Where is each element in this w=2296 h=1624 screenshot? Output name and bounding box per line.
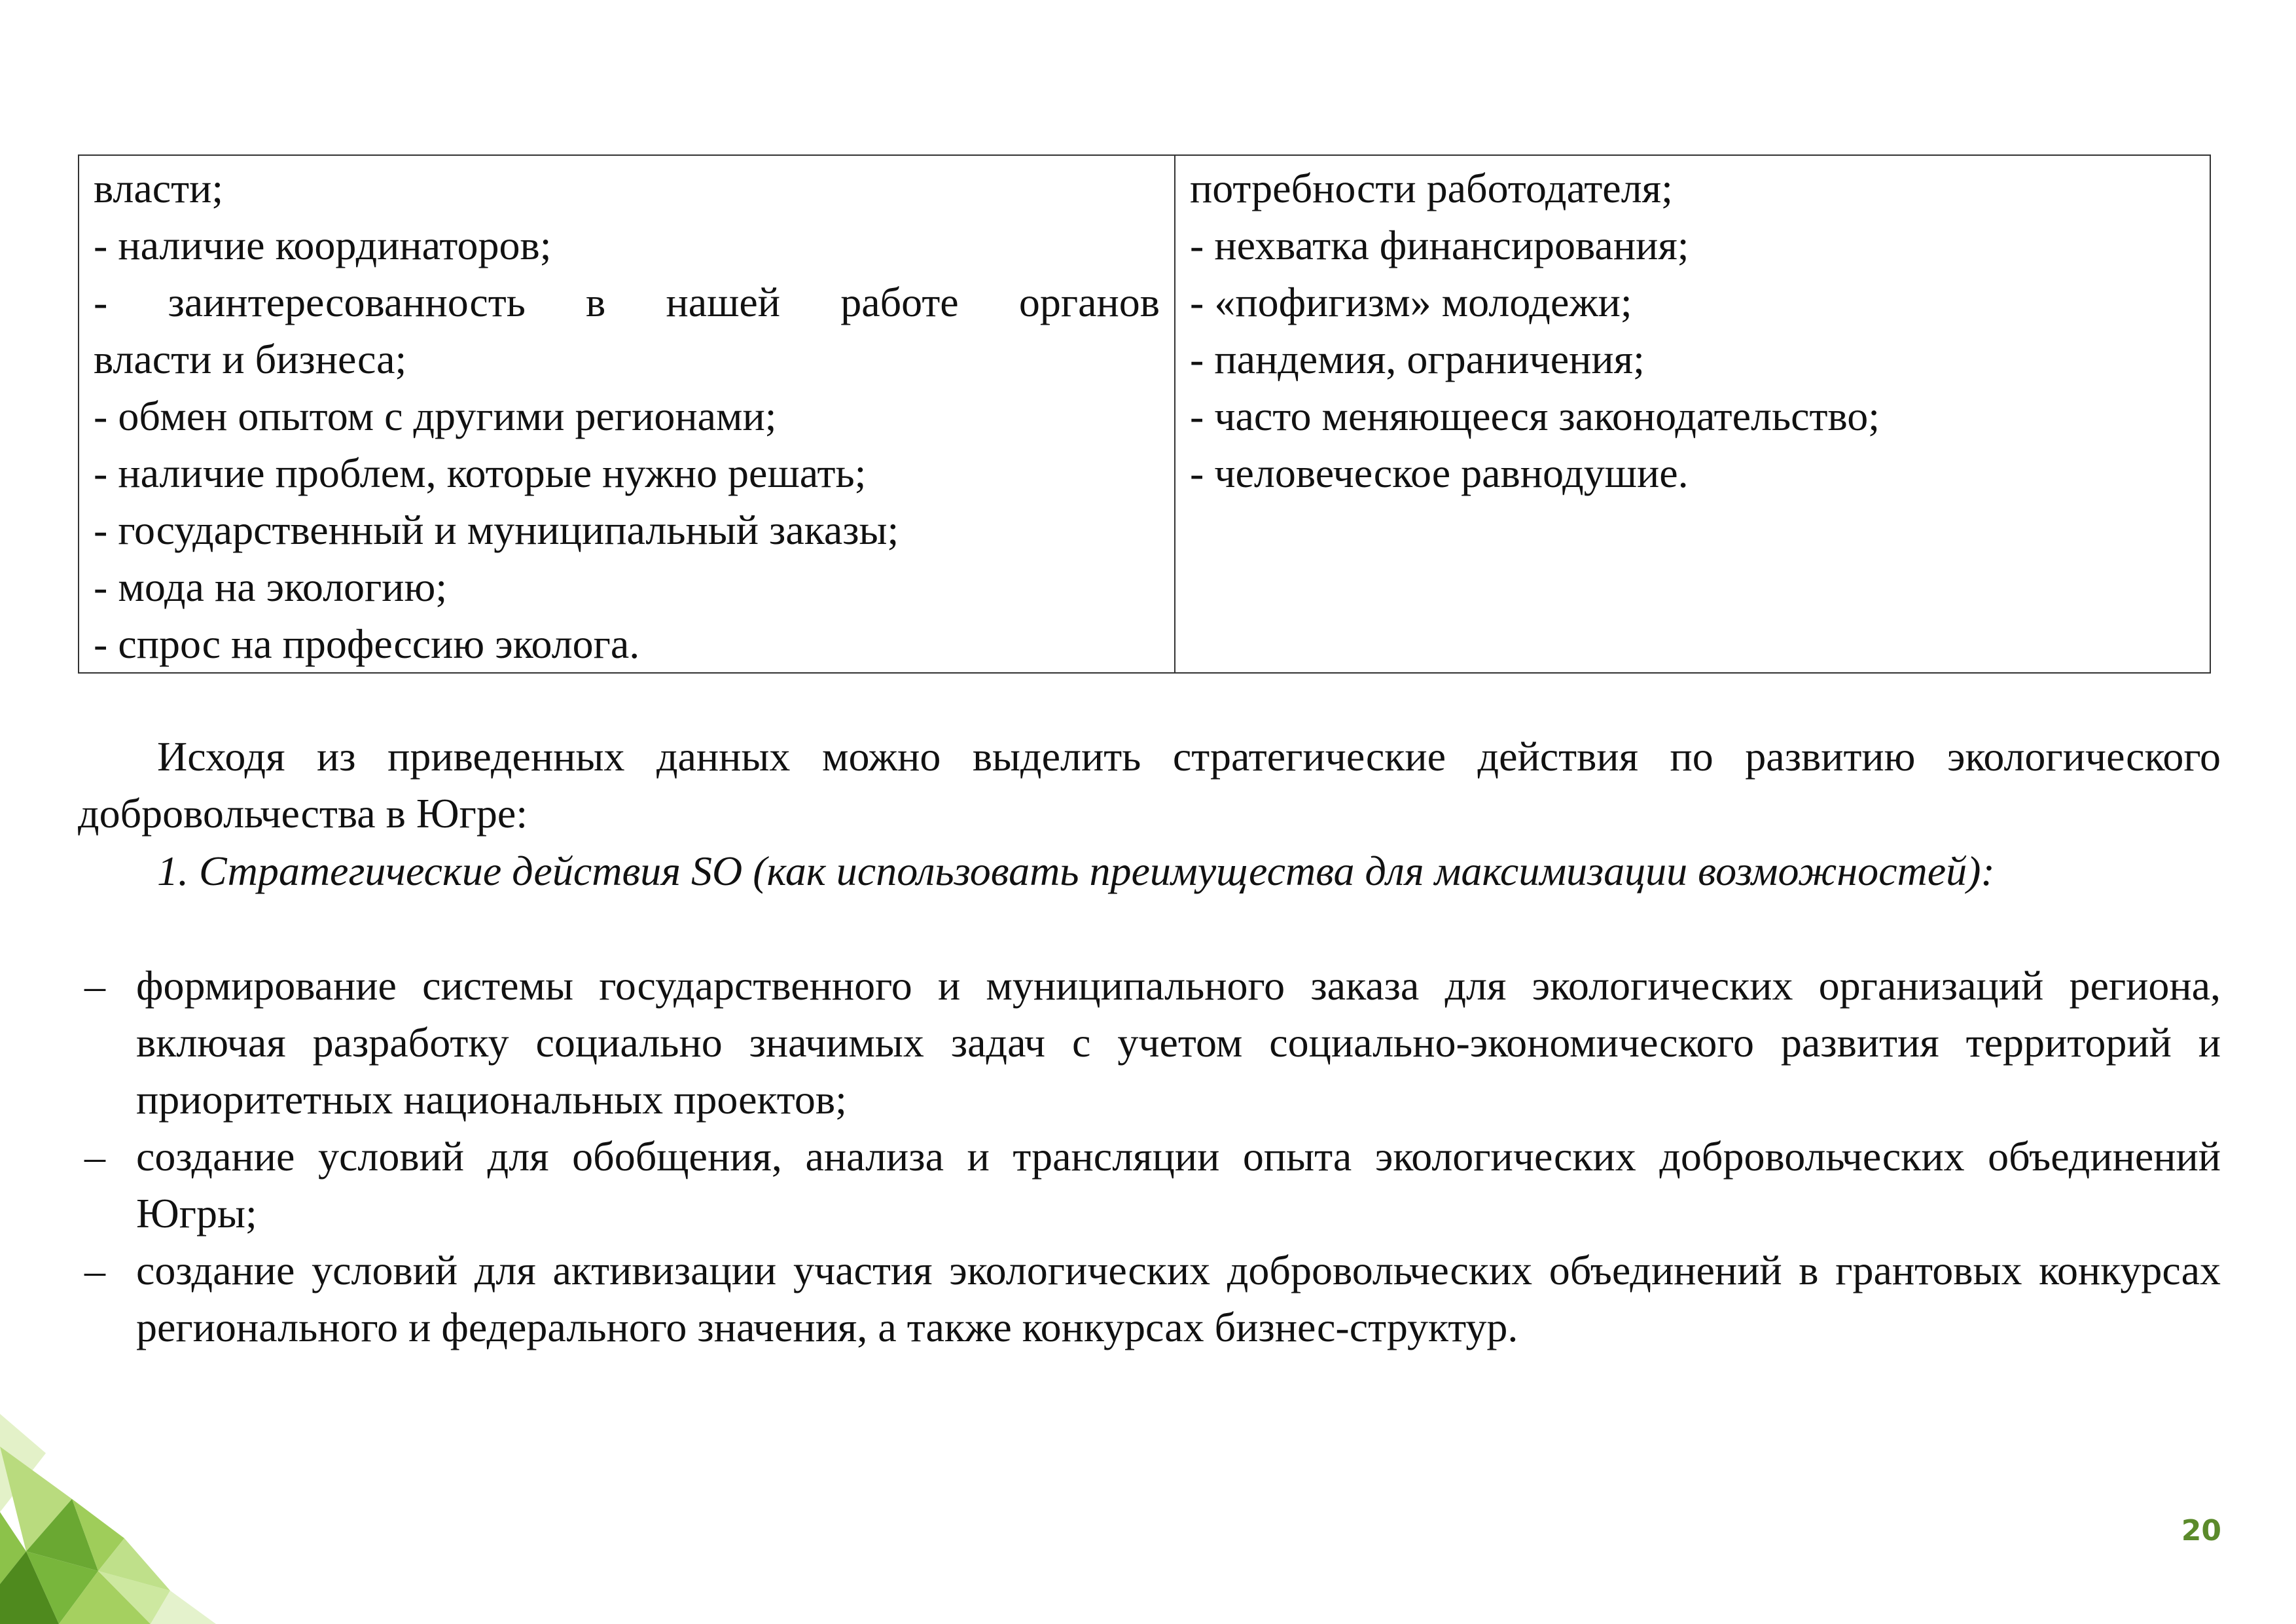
table-line: - пандемия, ограничения; (1190, 336, 1645, 382)
table-line: - мода на экологию; (94, 564, 448, 610)
table-line: - часто меняющееся законодательство; (1190, 393, 1880, 439)
table-line: потребности работодателя; (1190, 165, 1673, 211)
green-polygon-decoration (0, 1388, 275, 1624)
intro-paragraph: Исходя из приведенных данных можно выделить стратегические действия по развитию экологического добровольчества в Югре: (78, 733, 2221, 837)
list-marker: – (84, 1247, 105, 1293)
table-row (79, 155, 2210, 673)
table-line: - обмен опытом с другими регионами; (94, 393, 777, 439)
table-line: - заинтересованность в нашей работе органов (94, 279, 1160, 325)
list-item-text: создание условий для обобщения, анализа и трансляции опыта экологических добровольческих объединений Югры; (136, 1133, 2221, 1236)
list-item (78, 957, 2221, 1128)
table-line: власти; (94, 165, 224, 211)
table-line: - человеческое равнодушие. (1190, 450, 1689, 496)
table-line: - «пофигизм» молодежи; (1190, 279, 1632, 325)
so-heading: 1. Стратегические действия SO (как использовать преимущества для максимизации возможностей): (157, 848, 1995, 894)
page-number: 20 (2181, 1514, 2221, 1547)
table-cell-left (79, 155, 1175, 673)
list-item-text: создание условий для активизации участия экологических добровольческих объединений в грантовых конкурсах регионального и федерального значения, а также конкурсах бизнес-структур. (136, 1247, 2221, 1350)
table-line: - нехватка финансирования; (1190, 222, 1689, 268)
list-item (78, 1242, 2221, 1356)
table-cell-right (1175, 155, 2210, 673)
list-item-text: формирование системы государственного и муниципального заказа для экологических организаций региона, включая разработку социально значимых задач с учетом социально-экономического развития территорий и приоритетных национальных проектов; (136, 962, 2221, 1123)
table-line: - наличие проблем, которые нужно решать; (94, 450, 867, 496)
table-line: - государственный и муниципальный заказы; (94, 507, 899, 553)
table-line: - наличие координаторов; (94, 222, 552, 268)
table-line: - спрос на профессию эколога. (94, 621, 640, 667)
list-marker: – (84, 962, 105, 1009)
table-line: власти и бизнеса; (94, 336, 407, 382)
swot-table (78, 154, 2211, 674)
list-item (78, 1128, 2221, 1242)
strategy-list (78, 957, 2221, 1356)
list-marker: – (84, 1133, 105, 1180)
